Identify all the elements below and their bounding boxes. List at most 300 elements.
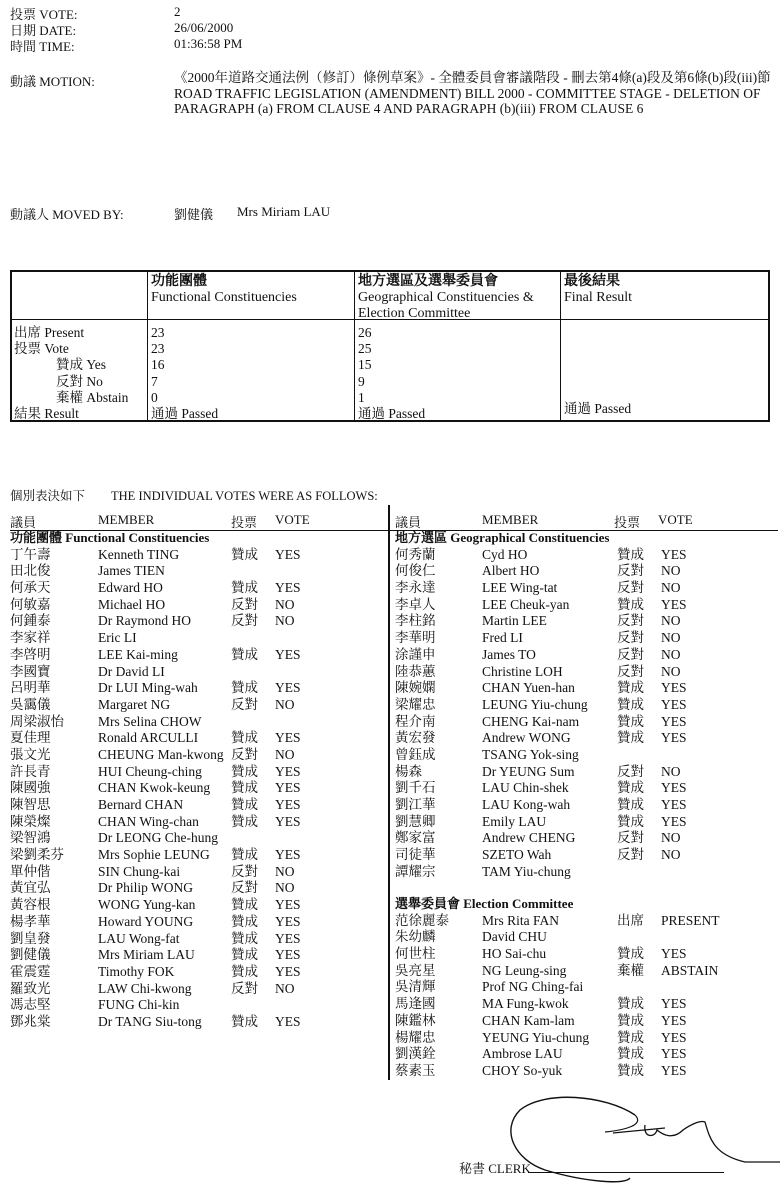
member-name-en: Albert HO: [482, 563, 540, 579]
vote-zh: 贊成: [231, 813, 258, 829]
vote-zh: 贊成: [617, 996, 644, 1012]
vote-en: YES: [661, 780, 687, 796]
vote-en: NO: [275, 696, 295, 712]
member-vote-row: [395, 764, 775, 781]
vote-en: YES: [275, 847, 301, 863]
moved-by-label: 動議人 MOVED BY:: [10, 207, 124, 222]
motion-text: [174, 70, 774, 117]
geographical-no: 9: [358, 373, 365, 389]
member-vote-row: [10, 764, 380, 781]
member-name-zh: 吳亮星: [395, 962, 436, 978]
vote-en: YES: [661, 696, 687, 712]
group-title-geographical: 地方選區 Geographical Constituencies: [395, 530, 610, 545]
member-name-en: HUI Cheung-ching: [98, 763, 202, 779]
header-vote-zh: 投票: [231, 515, 258, 530]
vote-en: YES: [661, 813, 687, 829]
member-vote-row: [395, 797, 775, 814]
member-name-zh: 朱幼麟: [395, 929, 436, 945]
member-name-en: Timothy FOK: [98, 963, 175, 979]
vote-en: NO: [275, 596, 295, 612]
member-name-en: Prof NG Ching-fai: [482, 979, 584, 995]
vote-en: NO: [275, 880, 295, 896]
member-vote-row: [10, 897, 380, 914]
vote-en: NO: [661, 630, 681, 646]
member-vote-row: [395, 780, 775, 797]
vote-zh: 反對: [617, 563, 644, 579]
mover-name-en: Mrs Miriam LAU: [237, 204, 331, 219]
member-vote-row: [10, 747, 380, 764]
vote-zh: 贊成: [617, 1029, 644, 1045]
member-name-zh: 呂明華: [10, 680, 51, 696]
member-name-zh: 黃容根: [10, 897, 51, 913]
member-name-en: Fred LI: [482, 630, 523, 646]
member-name-zh: 夏佳理: [10, 730, 51, 746]
member-name-zh: 楊耀忠: [395, 1029, 436, 1045]
member-name-en: FUNG Chi-kin: [98, 997, 180, 1013]
vote-zh: 贊成: [231, 930, 258, 946]
vote-en: YES: [275, 947, 301, 963]
vote-en: NO: [661, 563, 681, 579]
member-name-zh: 丁午壽: [10, 546, 51, 562]
member-vote-row: [395, 680, 775, 697]
row-label-abstain: 棄權 Abstain: [56, 389, 129, 405]
member-name-en: Dr Philip WONG: [98, 880, 194, 896]
member-name-en: Ronald ARCULLI: [98, 730, 199, 746]
member-name-zh: 何秀蘭: [395, 546, 436, 562]
vote-en: YES: [275, 780, 301, 796]
vote-en: NO: [661, 646, 681, 662]
member-name-zh: 李卓人: [395, 596, 436, 612]
vote-en: NO: [661, 580, 681, 596]
vote-en: YES: [275, 646, 301, 662]
vote-zh: 反對: [617, 830, 644, 846]
vote-en: ABSTAIN: [661, 962, 719, 978]
member-name-en: CHAN Yuen-han: [482, 680, 575, 696]
vote-zh: 反對: [231, 746, 258, 762]
member-name-zh: 梁智鴻: [10, 830, 51, 846]
header-member-en: MEMBER: [98, 512, 155, 527]
geographical-votes-list: [395, 530, 775, 880]
member-vote-row: [10, 547, 380, 564]
vote-zh: 反對: [617, 663, 644, 679]
functional-abstain: 0: [151, 389, 158, 405]
row-label-no: 反對 No: [56, 373, 103, 389]
member-name-en: CHAN Kwok-keung: [98, 780, 211, 796]
vote-zh: 贊成: [231, 1013, 258, 1029]
geographical-yes: 15: [358, 357, 372, 373]
vote-en: YES: [661, 996, 687, 1012]
member-name-en: Eric LI: [98, 630, 137, 646]
member-vote-row: [10, 630, 380, 647]
member-name-zh: 劉慧卿: [395, 813, 436, 829]
member-name-zh: 馮志堅: [10, 997, 51, 1013]
member-name-zh: 陳婉嫻: [395, 680, 436, 696]
member-name-zh: 霍震霆: [10, 963, 51, 979]
member-name-en: James TO: [482, 646, 536, 662]
vote-en: NO: [661, 613, 681, 629]
member-name-en: Andrew WONG: [482, 730, 571, 746]
member-name-zh: 何世柱: [395, 946, 436, 962]
member-vote-row: [10, 780, 380, 797]
vote-en: YES: [275, 580, 301, 596]
member-vote-row: [395, 613, 775, 630]
member-vote-row: [395, 913, 775, 930]
member-name-en: Martin LEE: [482, 613, 547, 629]
member-name-en: NG Leung-sing: [482, 962, 567, 978]
vote-zh: 贊成: [231, 730, 258, 746]
member-name-en: WONG Yung-kan: [98, 897, 196, 913]
vote-en: YES: [275, 680, 301, 696]
group-title-functional: 功能團體 Functional Constituencies: [10, 530, 210, 545]
member-name-en: Dr Raymond HO: [98, 613, 191, 629]
member-name-zh: 李永達: [395, 580, 436, 596]
functional-result: 通過 Passed: [151, 406, 219, 422]
vote-en: YES: [275, 913, 301, 929]
clerk-signature: [505, 1090, 780, 1185]
vote-en: YES: [275, 1013, 301, 1029]
vote-zh: 贊成: [617, 680, 644, 696]
functional-no: 7: [151, 373, 158, 389]
column-divider: [388, 505, 390, 1080]
member-name-zh: 陳榮燦: [10, 813, 51, 829]
member-vote-row: [10, 797, 380, 814]
vote-en: YES: [661, 680, 687, 696]
functional-present: 23: [151, 325, 165, 340]
summary-row-labels: [14, 325, 128, 422]
member-vote-row: [395, 979, 775, 996]
member-name-en: Dr TANG Siu-tong: [98, 1013, 202, 1029]
member-name-en: Dr YEUNG Sum: [482, 763, 575, 779]
member-vote-row: [395, 647, 775, 664]
member-name-en: LAU Chin-shek: [482, 780, 569, 796]
member-vote-row: [395, 597, 775, 614]
member-name-en: CHAN Kam-lam: [482, 1012, 575, 1028]
member-name-zh: 陳國強: [10, 780, 51, 796]
header-member-zh: 議員: [10, 515, 37, 530]
member-vote-row: [395, 929, 775, 946]
member-name-zh: 李家祥: [10, 630, 51, 646]
member-name-en: Emily LAU: [482, 813, 547, 829]
member-name-en: Ambrose LAU: [482, 1046, 563, 1062]
vote-en: YES: [275, 897, 301, 913]
member-vote-row: [10, 814, 380, 831]
member-name-en: Dr LEONG Che-hung: [98, 830, 218, 846]
table-divider: [560, 272, 561, 420]
member-name-en: LEE Wing-tat: [482, 580, 558, 596]
vote-en: YES: [275, 730, 301, 746]
vote-zh: 贊成: [617, 546, 644, 562]
final-result: 通過 Passed: [564, 401, 632, 416]
vote-en: YES: [275, 930, 301, 946]
member-vote-row: [395, 664, 775, 681]
vote-zh: 反對: [231, 880, 258, 896]
member-vote-row: [10, 580, 380, 597]
member-vote-row: [395, 547, 775, 564]
member-name-zh: 李啓明: [10, 646, 51, 662]
functional-yes: 16: [151, 357, 165, 373]
member-name-en: LEE Cheuk-yan: [482, 596, 570, 612]
row-label-present: 出席 Present: [14, 325, 85, 340]
member-name-en: James TIEN: [98, 563, 165, 579]
member-vote-row: [10, 697, 380, 714]
member-name-en: Mrs Rita FAN: [482, 912, 560, 928]
geographical-vote: 25: [358, 341, 372, 357]
vote-en: NO: [661, 830, 681, 846]
member-name-en: CHEUNG Man-kwong: [98, 746, 224, 762]
member-name-zh: 何敏嘉: [10, 596, 51, 612]
row-label-result: 結果 Result: [14, 406, 79, 422]
member-vote-row: [10, 964, 380, 981]
member-name-zh: 鄧兆棠: [10, 1013, 51, 1029]
vote-zh: 贊成: [231, 780, 258, 796]
summary-table: [10, 270, 770, 422]
member-name-en: Howard YOUNG: [98, 913, 194, 929]
header-vote-en: VOTE: [275, 512, 310, 527]
vote-en: YES: [661, 1046, 687, 1062]
header-member-zh: 議員: [395, 515, 422, 530]
member-name-en: Edward HO: [98, 580, 163, 596]
vote-zh: 贊成: [231, 963, 258, 979]
member-vote-row: [10, 1014, 380, 1031]
election-votes-list: [395, 896, 775, 1080]
member-name-zh: 吳靄儀: [10, 696, 51, 712]
geographical-abstain: 1: [358, 389, 365, 405]
vote-en: PRESENT: [661, 912, 720, 928]
member-name-zh: 馬逢國: [395, 996, 436, 1012]
member-name-zh: 程介南: [395, 713, 436, 729]
geographical-present: 26: [358, 325, 372, 340]
header-vote-zh: 投票: [614, 515, 641, 530]
member-vote-row: [395, 1046, 775, 1063]
member-vote-row: [10, 613, 380, 630]
vote-zh: 贊成: [231, 646, 258, 662]
member-name-en: CHOY So-yuk: [482, 1062, 563, 1078]
vote-en: NO: [661, 663, 681, 679]
date-value: 26/06/2000: [174, 20, 234, 35]
member-name-en: LEE Kai-ming: [98, 646, 178, 662]
member-name-zh: 劉皇發: [10, 930, 51, 946]
member-name-zh: 李國寶: [10, 663, 51, 679]
vote-zh: 贊成: [617, 780, 644, 796]
member-name-zh: 黃宜弘: [10, 880, 51, 896]
row-label-yes: 贊成 Yes: [56, 357, 107, 373]
member-name-en: Cyd HO: [482, 546, 528, 562]
date-label: 日期 DATE:: [10, 23, 77, 38]
member-name-zh: 涂謹申: [395, 646, 436, 662]
geographical-result: 通過 Passed: [358, 406, 426, 422]
table-divider: [147, 272, 148, 420]
member-name-zh: 何承天: [10, 580, 51, 596]
member-vote-row: [10, 664, 380, 681]
vote-en: NO: [275, 863, 295, 879]
header-member-en: MEMBER: [482, 512, 539, 527]
group-title-election: 選舉委員會 Election Committee: [395, 896, 574, 911]
vote-zh: 反對: [617, 646, 644, 662]
member-vote-row: [395, 996, 775, 1013]
vote-en: YES: [661, 1062, 687, 1078]
vote-en: NO: [275, 746, 295, 762]
member-vote-row: [395, 963, 775, 980]
member-vote-row: [10, 730, 380, 747]
member-name-zh: 梁耀忠: [395, 696, 436, 712]
member-vote-row: [395, 1030, 775, 1047]
vote-zh: 反對: [231, 696, 258, 712]
vote-en: YES: [661, 596, 687, 612]
member-vote-row: [395, 830, 775, 847]
member-name-en: Margaret NG: [98, 696, 171, 712]
member-name-zh: 鄭家富: [395, 830, 436, 846]
vote-zh: 贊成: [617, 1046, 644, 1062]
member-vote-row: [10, 647, 380, 664]
vote-en: YES: [661, 713, 687, 729]
member-vote-row: [395, 1063, 775, 1080]
member-name-zh: 張文光: [10, 746, 51, 762]
member-name-en: LEUNG Yiu-chung: [482, 696, 588, 712]
member-vote-row: [10, 864, 380, 881]
vote-zh: 反對: [617, 763, 644, 779]
member-name-zh: 蔡素玉: [395, 1062, 436, 1078]
member-name-zh: 司徒華: [395, 847, 436, 863]
member-vote-row: [395, 864, 775, 881]
member-name-zh: 羅致光: [10, 980, 51, 996]
vote-en: YES: [661, 546, 687, 562]
member-name-en: Andrew CHENG: [482, 830, 576, 846]
member-name-zh: 何鍾泰: [10, 613, 51, 629]
member-name-en: TSANG Yok-sing: [482, 746, 579, 762]
member-name-zh: 單仲偕: [10, 863, 51, 879]
vote-zh: 贊成: [617, 813, 644, 829]
vote-zh: 贊成: [231, 797, 258, 812]
time-value: 01:36:58 PM: [174, 36, 243, 51]
member-vote-row: [10, 714, 380, 731]
member-vote-row: [10, 597, 380, 614]
mover-name-zh: 劉健儀: [174, 207, 214, 222]
vote-en: YES: [275, 763, 301, 779]
vote-zh: 贊成: [617, 596, 644, 612]
member-vote-row: [395, 730, 775, 747]
vote-en: YES: [275, 546, 301, 562]
vote-zh: 贊成: [617, 946, 644, 962]
member-vote-row: [395, 563, 775, 580]
member-name-en: LAU Kong-wah: [482, 797, 571, 812]
header-vote-en: VOTE: [658, 512, 693, 527]
member-name-zh: 劉江華: [395, 797, 436, 812]
geographical-values: [358, 325, 425, 422]
member-name-en: HO Sai-chu: [482, 946, 547, 962]
member-name-zh: 劉健儀: [10, 947, 51, 963]
member-name-en: Kenneth TING: [98, 546, 180, 562]
member-name-en: Mrs Selina CHOW: [98, 713, 202, 729]
member-name-zh: 何俊仁: [395, 563, 436, 579]
member-name-en: TAM Yiu-chung: [482, 863, 571, 879]
motion-label: 動議 MOTION:: [10, 74, 95, 89]
member-name-en: LAW Chi-kwong: [98, 980, 192, 996]
functional-votes-list: [10, 530, 380, 1031]
member-name-en: CHENG Kai-nam: [482, 713, 580, 729]
member-name-zh: 周梁淑怡: [10, 713, 64, 729]
functional-vote: 23: [151, 341, 165, 357]
vote-zh: 反對: [617, 580, 644, 596]
member-name-en: Dr LUI Ming-wah: [98, 680, 198, 696]
vote-zh: 贊成: [231, 763, 258, 779]
member-name-zh: 楊森: [395, 763, 422, 779]
vote-en: YES: [661, 1012, 687, 1028]
vote-zh: 反對: [231, 980, 258, 996]
clerk-label: 秘書 CLERK: [459, 1161, 531, 1176]
vote-zh: 反對: [231, 613, 258, 629]
member-vote-row: [10, 931, 380, 948]
member-name-en: Christine LOH: [482, 663, 563, 679]
vote-zh: 贊成: [617, 797, 644, 812]
vote-zh: 贊成: [231, 913, 258, 929]
member-name-zh: 陳智思: [10, 797, 51, 812]
vote-en: YES: [661, 730, 687, 746]
vote-en: NO: [275, 613, 295, 629]
vote-zh: 贊成: [231, 580, 258, 596]
member-name-en: SZETO Wah: [482, 847, 552, 863]
member-name-zh: 陸恭蕙: [395, 663, 436, 679]
member-vote-row: [395, 814, 775, 831]
vote-en: NO: [661, 847, 681, 863]
vote-zh: 贊成: [231, 897, 258, 913]
member-name-en: LAU Wong-fat: [98, 930, 180, 946]
member-vote-row: [10, 880, 380, 897]
vote-zh: 贊成: [231, 680, 258, 696]
member-vote-row: [10, 563, 380, 580]
member-name-zh: 許長青: [10, 763, 51, 779]
member-name-en: Mrs Miriam LAU: [98, 947, 195, 963]
member-name-zh: 范徐麗泰: [395, 912, 449, 928]
vote-en: YES: [275, 813, 301, 829]
member-name-zh: 黃宏發: [395, 730, 436, 746]
vote-zh: 反對: [617, 630, 644, 646]
col-header-functional: 功能團體 Functional Constituencies: [151, 274, 297, 305]
member-vote-row: [10, 981, 380, 998]
vote-zh: 反對: [231, 863, 258, 879]
vote-zh: 贊成: [617, 1012, 644, 1028]
member-vote-row: [10, 914, 380, 931]
functional-values: [151, 325, 218, 422]
vote-zh: 贊成: [617, 713, 644, 729]
member-vote-row: [10, 997, 380, 1014]
member-vote-row: [10, 947, 380, 964]
member-name-en: YEUNG Yiu-chung: [482, 1029, 590, 1045]
vote-en: YES: [275, 797, 301, 812]
member-vote-row: [10, 830, 380, 847]
vote-en: YES: [661, 946, 687, 962]
vote-zh: 贊成: [617, 696, 644, 712]
member-vote-row: [395, 946, 775, 963]
col-header-final: 最後結果 Final Result: [564, 274, 633, 305]
member-name-zh: 陳鑑林: [395, 1012, 436, 1028]
member-name-zh: 劉漢銓: [395, 1046, 436, 1062]
member-vote-row: [395, 714, 775, 731]
member-name-zh: 譚耀宗: [395, 863, 436, 879]
member-name-en: SIN Chung-kai: [98, 863, 181, 879]
member-vote-row: [395, 747, 775, 764]
member-name-en: Dr David LI: [98, 663, 165, 679]
motion-zh: 《2000年道路交通法例（修訂）條例草案》- 全體委員會審議階段 - 刪去第4條(a)段及第6條(b)段(iii)節: [174, 70, 771, 85]
table-divider: [354, 272, 355, 420]
member-name-zh: 劉千石: [395, 780, 436, 796]
row-label-vote: 投票 Vote: [14, 341, 69, 357]
vote-zh: 反對: [617, 847, 644, 863]
vote-zh: 贊成: [617, 1062, 644, 1078]
member-vote-row: [395, 580, 775, 597]
vote-zh: 贊成: [231, 546, 258, 562]
col-header-geographical: 地方選區及選舉委員會 Geographical Constituencies & Election Committee: [358, 274, 534, 321]
member-vote-row: [395, 847, 775, 864]
